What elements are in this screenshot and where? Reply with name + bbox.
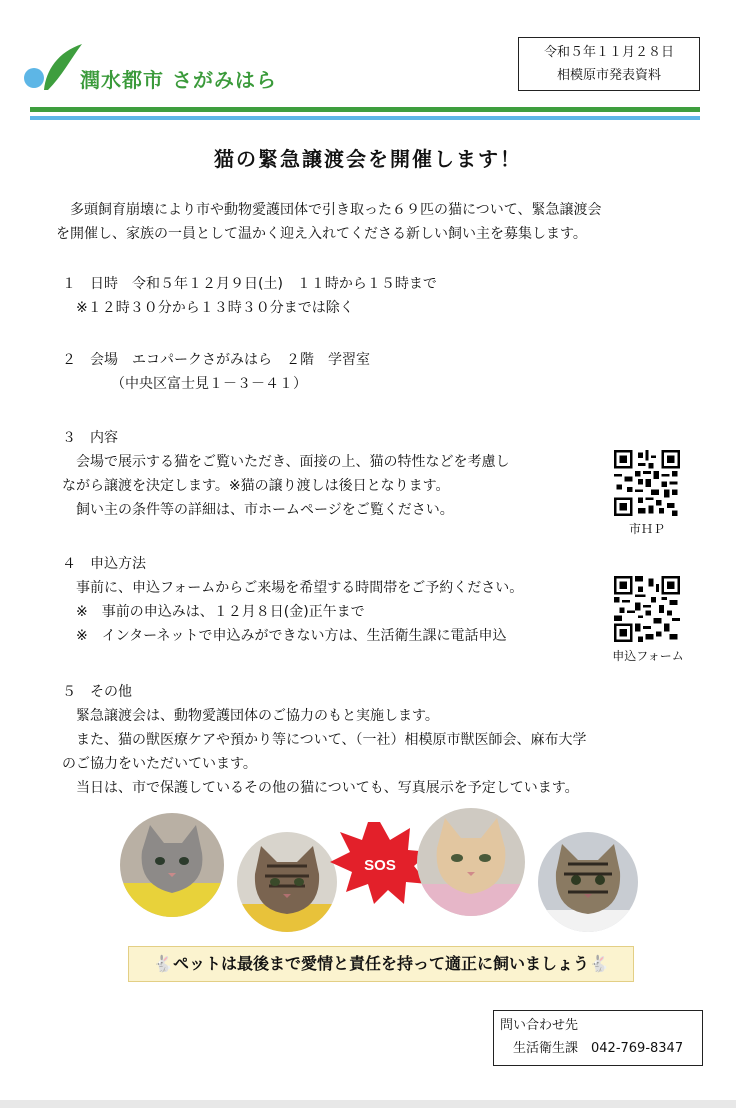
datetime-line: １ 日時 令和５年１２月９日(土) １１時から１５時まで <box>62 276 437 292</box>
banner-text: ペットは最後まで愛情と責任を持って適正に飼いましょう <box>172 954 589 973</box>
rabbit-icon: 🐇 <box>153 954 173 973</box>
cat-photo-3 <box>417 808 525 916</box>
application-heading: ４ 申込方法 <box>62 556 146 572</box>
intro-paragraph <box>56 198 601 246</box>
qr-code-hp[interactable] <box>614 450 680 516</box>
cat-photo-2 <box>237 832 337 932</box>
qr-code-form[interactable] <box>614 576 680 642</box>
section-venue <box>62 348 370 396</box>
section-datetime <box>62 272 437 320</box>
sos-label: SOS <box>364 857 396 874</box>
qr-form-caption: 申込フォーム <box>612 649 684 663</box>
qr-hp-caption: 市ＨＰ <box>628 522 665 536</box>
venue-line: ２ 会場 エコパークさがみはら ２階 学習室 <box>62 352 370 368</box>
city-logo-icon <box>22 40 84 96</box>
release-issuer: 相模原市発表資料 <box>556 68 661 83</box>
page-bottom-edge <box>0 1100 736 1108</box>
venue-address: （中央区富士見１－３－４１） <box>62 376 307 392</box>
rabbit-icon: 🐇 <box>589 954 609 973</box>
other-heading: ５ その他 <box>62 684 132 700</box>
city-logo-text: 潤水都市 さがみはら <box>80 68 277 92</box>
header-divider-blue <box>30 116 700 120</box>
page-title: 猫の緊急譲渡会を開催します！ <box>214 147 522 171</box>
contact-box <box>493 1010 703 1066</box>
cat-photo-4 <box>538 832 638 932</box>
header-divider-green <box>30 107 700 112</box>
pet-care-banner <box>128 946 634 982</box>
datetime-note: ※１２時３０分から１３時３０分までは除く <box>62 300 354 316</box>
intro-line: 多頭飼育崩壊により市や動物愛護団体で引き取った６９匹の猫について、緊急譲渡会 <box>56 202 602 218</box>
other-line: のご協力をいただいています。 <box>62 756 257 772</box>
release-date: 令和５年１１月２８日 <box>543 45 674 60</box>
other-line: また、猫の獣医療ケアや預かり等について、（一社）相模原市獣医師会、麻布大学 <box>62 732 587 748</box>
contact-label: 問い合わせ先 <box>500 1018 579 1033</box>
application-note: ※ インターネットで申込みができない方は、生活衛生課に電話申込 <box>62 628 507 644</box>
intro-line: を開催し、家族の一員として温かく迎え入れてくださる新しい飼い主を募集します。 <box>56 226 587 242</box>
application-note: ※ 事前の申込みは、１２月８日(金)正午まで <box>62 604 365 620</box>
application-line: 事前に、申込フォームからご来場を希望する時間帯をご予約ください。 <box>62 580 524 596</box>
other-line: 当日は、市で保護しているその他の猫についても、写真展示を予定しています。 <box>62 780 579 796</box>
other-line: 緊急譲渡会は、動物愛護団体のご協力のもと実施します。 <box>62 708 439 724</box>
content-line: ながら譲渡を決定します。※猫の譲り渡しは後日となります。 <box>62 478 450 494</box>
contact-line: 生活衛生課 042-769-8347 <box>500 1041 684 1056</box>
content-line: 飼い主の条件等の詳細は、市ホームページをご覧ください。 <box>62 502 454 518</box>
content-line: 会場で展示する猫をご覧いただき、面接の上、猫の特性などを考慮し <box>62 454 510 470</box>
section-content <box>62 426 509 522</box>
section-other <box>62 680 586 800</box>
content-heading: ３ 内容 <box>62 430 118 446</box>
section-application <box>62 552 523 648</box>
cat-photo-1 <box>120 813 224 917</box>
release-info-box <box>518 37 700 91</box>
